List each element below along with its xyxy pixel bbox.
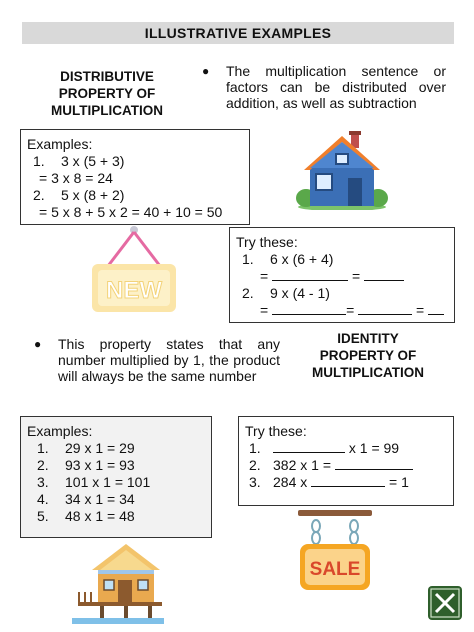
try-row: 2. 382 x 1 =	[245, 457, 447, 474]
answer-blank[interactable]	[311, 474, 385, 487]
try-question: 6 x (6 + 4)	[270, 251, 334, 267]
answer-blank[interactable]	[273, 440, 345, 453]
identity-try-box	[238, 416, 454, 506]
identity-heading	[306, 330, 430, 381]
equals-sign: =	[260, 268, 269, 284]
try-title: Try these:	[236, 234, 298, 250]
heading-line: DISTRIBUTIVE	[60, 69, 154, 84]
crossed-pencils-icon	[428, 586, 462, 620]
bullet-dot-icon: ●	[34, 337, 42, 351]
try-question: 9 x (4 - 1)	[270, 285, 330, 301]
example-row: 2. 5 x (8 + 2)	[33, 187, 125, 203]
example-row: 5. 48 x 1 = 48	[37, 508, 135, 524]
example-row: 1. 29 x 1 = 29	[37, 440, 135, 456]
try-text: x 1 = 99	[348, 440, 400, 456]
distributive-heading	[42, 68, 172, 119]
bullet-text: The multiplication sentence or factors can be distributed over addition, as well as subtraction	[226, 63, 446, 111]
answer-blank[interactable]	[272, 302, 346, 315]
title-banner: ILLUSTRATIVE EXAMPLES	[22, 22, 454, 44]
bullet-text: This property states that any number multiplied by 1, the product will always be the same number	[58, 336, 280, 384]
answer-blank[interactable]	[358, 302, 412, 315]
try-answer-row	[236, 268, 448, 285]
new-sign-icon	[88, 224, 180, 316]
identity-examples-box	[20, 416, 212, 538]
heading-line: IDENTITY	[337, 331, 399, 346]
new-sign-text: NEW	[106, 277, 162, 304]
equals-sign: =	[351, 268, 361, 284]
heading-line: MULTIPLICATION	[312, 365, 424, 380]
try-text: 382 x 1 =	[273, 457, 331, 473]
answer-blank[interactable]	[335, 457, 413, 470]
example-row: 4. 34 x 1 = 34	[37, 491, 135, 507]
distributive-examples-box	[20, 129, 250, 225]
heading-line: PROPERTY OF	[319, 348, 417, 363]
distributive-try-box	[229, 227, 455, 323]
try-text: 284 x	[273, 474, 308, 490]
try-row: 2. 9 x (4 - 1)	[242, 285, 330, 301]
example-row: = 3 x 8 = 24	[39, 170, 113, 186]
try-row: 1. 6 x (6 + 4)	[242, 251, 334, 267]
equals-sign: =	[260, 302, 269, 318]
heading-line: MULTIPLICATION	[51, 103, 163, 118]
example-row: 3. 101 x 1 = 101	[37, 474, 151, 490]
example-row: = 5 x 8 + 5 x 2 = 40 + 10 = 50	[39, 204, 223, 220]
equals-sign: =	[346, 302, 355, 318]
heading-line: PROPERTY OF	[58, 86, 156, 101]
examples-title: Examples:	[27, 136, 93, 152]
try-answer-row	[236, 302, 448, 319]
example-row: 1. 3 x (5 + 3)	[33, 153, 125, 169]
bullet-dot-icon: ●	[202, 64, 210, 78]
stilt-house-icon	[70, 540, 166, 624]
sale-sign-icon	[292, 508, 378, 594]
try-title: Try these:	[245, 423, 307, 439]
equals-sign: =	[416, 302, 425, 318]
example-row: 2. 93 x 1 = 93	[37, 457, 135, 473]
distributive-bullet	[202, 63, 446, 111]
sale-sign-text: SALE	[309, 559, 361, 580]
answer-blank[interactable]	[272, 268, 348, 281]
brand-logo-icon	[428, 586, 462, 620]
examples-title: Examples:	[27, 423, 93, 439]
try-text: = 1	[389, 474, 409, 490]
try-row: 1. x 1 = 99	[249, 440, 400, 456]
house-icon	[296, 128, 388, 210]
identity-bullet	[34, 336, 280, 384]
answer-blank[interactable]	[428, 302, 444, 315]
answer-blank[interactable]	[364, 268, 404, 281]
try-row: 3. 284 x = 1	[249, 474, 409, 490]
